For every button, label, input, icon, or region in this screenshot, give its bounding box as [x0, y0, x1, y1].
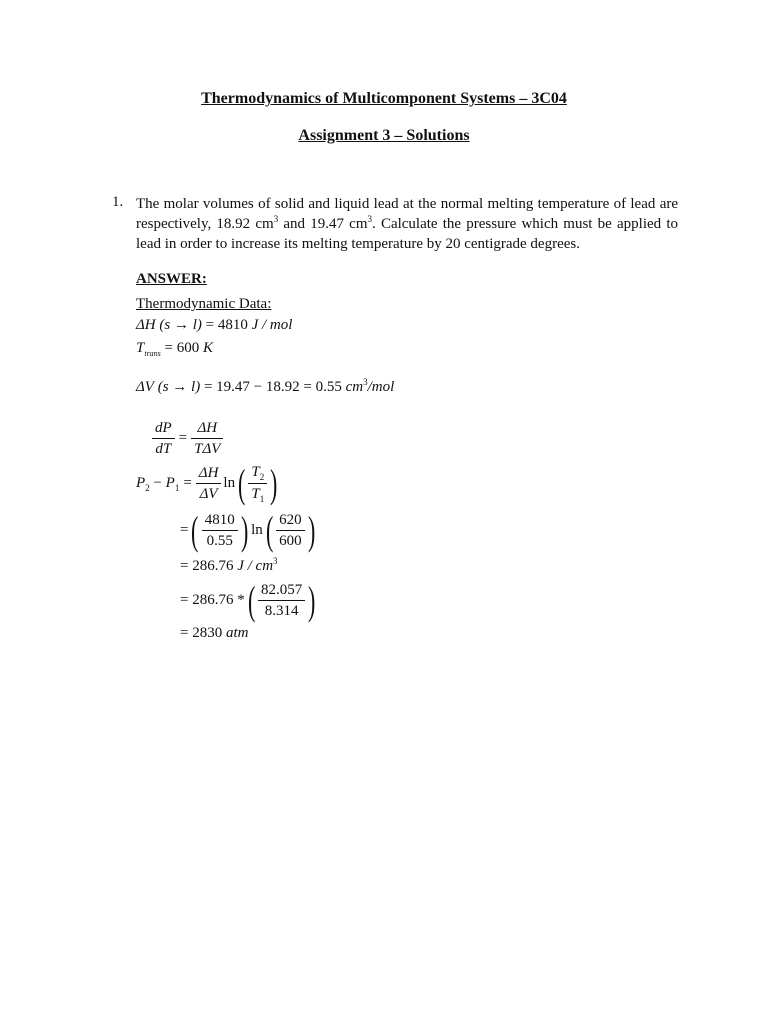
volume-symbol: ΔV: [136, 379, 154, 395]
question-text-part2: and 19.47 cm: [278, 216, 368, 232]
substitution-fraction-2: [276, 510, 305, 551]
temperature-line: [136, 340, 213, 357]
conversion-equation: [180, 577, 319, 623]
volume-unit2: /mol: [367, 379, 395, 395]
final-result-unit: atm: [225, 625, 249, 641]
pressure-minus: −: [149, 475, 166, 491]
integrated-den: ΔV: [199, 486, 218, 502]
substitution-den-1: 0.55: [206, 533, 233, 549]
substitution-fraction-1: [202, 510, 238, 551]
integrated-equals: =: [183, 475, 192, 491]
volume-arg: (s → l): [157, 379, 201, 395]
t1-symbol: T: [251, 486, 260, 502]
pressure-p2: P: [136, 475, 146, 491]
volume-unit-sup: 3: [363, 377, 368, 387]
integrated-t2: [248, 462, 267, 484]
enthalpy-value: = 4810: [205, 317, 248, 333]
result-energy-value: = 286.76: [180, 558, 234, 574]
integrated-ln: ln: [223, 475, 236, 491]
integrated-right-paren: ): [270, 460, 278, 506]
final-result-value: = 2830: [180, 625, 223, 641]
final-result-line: [180, 625, 248, 642]
thermo-data-heading: Thermodynamic Data:: [136, 296, 272, 312]
document-subtitle: Assignment 3 – Solutions: [298, 127, 470, 144]
temperature-symbol: T: [136, 340, 145, 356]
clapeyron-lhs-fraction: [152, 418, 175, 459]
substitution-paren-2l: (: [265, 507, 274, 553]
substitution-equals: =: [180, 522, 189, 538]
enthalpy-unit: J / mol: [251, 317, 293, 333]
answer-heading: ANSWER:: [136, 271, 207, 287]
question-number: 1.: [112, 194, 124, 210]
clapeyron-equation: [152, 418, 223, 459]
integrated-fraction: [196, 463, 222, 504]
volume-unit: cm: [345, 379, 364, 395]
question-text-part3: . Calculate the pressure which must be applied to lead in order to increase its melting temperature by 20 centigrade degrees.: [136, 216, 678, 252]
temperature-value: = 600: [164, 340, 200, 356]
result-energy-line: [180, 558, 278, 575]
conversion-fraction: [258, 580, 305, 621]
substitution-paren-1l: (: [191, 507, 199, 553]
question-sup1: 3: [273, 214, 279, 224]
integrated-t1: [248, 484, 267, 505]
integrated-temp-fraction: [248, 462, 267, 505]
clapeyron-lhs-num: dP: [152, 418, 175, 439]
substitution-num-1: 4810: [202, 510, 238, 531]
t2-sub: 2: [259, 472, 265, 482]
enthalpy-arg: (s → l): [159, 317, 202, 333]
conversion-num: 82.057: [258, 580, 305, 601]
substitution-paren-1r: ): [240, 507, 249, 553]
t2-symbol: T: [251, 464, 260, 480]
enthalpy-line: [136, 317, 292, 334]
substitution-equation: [180, 507, 318, 553]
question-text-part1: The molar volumes of solid and liquid lead at the normal melting temperature of lead are respectively, 18.92 cm: [136, 196, 678, 232]
question-text: [136, 194, 678, 254]
result-energy-sup: 3: [273, 556, 278, 566]
conversion-den: 8.314: [264, 603, 299, 619]
conversion-paren-l: (: [247, 577, 256, 623]
substitution-paren-2r: ): [307, 507, 315, 553]
volume-value: = 19.47 − 18.92 = 0.55: [203, 379, 342, 395]
conversion-paren-r: ): [308, 577, 316, 623]
clapeyron-rhs-num: ΔH: [191, 418, 223, 439]
integrated-equation: [136, 462, 281, 505]
clapeyron-lhs-den: dT: [155, 441, 172, 457]
substitution-den-2: 600: [279, 533, 302, 549]
result-energy-unit: J / cm: [237, 558, 274, 574]
question-sup2: 3: [367, 214, 372, 224]
temperature-unit: K: [203, 340, 214, 356]
t1-sub: 1: [259, 494, 265, 504]
clapeyron-rhs-den: TΔV: [194, 441, 221, 457]
conversion-value: = 286.76 *: [180, 592, 245, 608]
pressure-p2-sub: 2: [145, 482, 150, 493]
clapeyron-rhs-fraction: [191, 418, 223, 459]
document-title: Thermodynamics of Multicomponent Systems – 3C04: [201, 90, 567, 107]
integrated-num: ΔH: [196, 463, 222, 484]
temperature-sub: trans: [144, 349, 161, 358]
substitution-ln: ln: [251, 522, 263, 538]
pressure-p1: P: [165, 475, 175, 491]
pressure-p1-sub: 1: [174, 482, 180, 493]
substitution-num-2: 620: [276, 510, 305, 531]
clapeyron-equals: =: [178, 430, 188, 446]
volume-line: [136, 379, 394, 396]
enthalpy-symbol: ΔH: [136, 317, 156, 333]
integrated-left-paren: (: [238, 460, 246, 506]
